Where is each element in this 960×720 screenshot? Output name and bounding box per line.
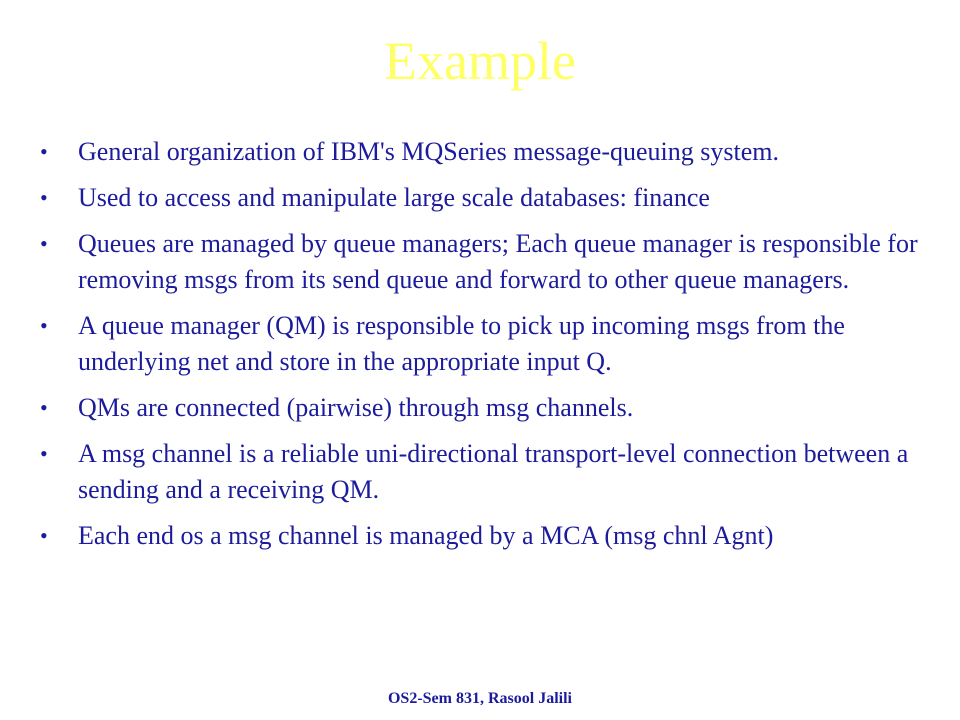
bullet-item [40, 308, 940, 380]
bullet-dot-icon: • [40, 441, 48, 466]
bullet-text: QMs are connected (pairwise) through msg channels. [78, 393, 634, 422]
bullet-item [40, 518, 940, 554]
slide-footer: OS2-Sem 831, Rasool Jalili [387, 690, 572, 707]
slide-title: Example [384, 31, 576, 91]
bullet-text: General organization of IBM's MQSeries message-queuing system. [78, 137, 779, 166]
bullet-text: Queues are managed by queue managers; Each queue manager is responsible for removing msgs from its send queue and forward to other queue managers. [78, 229, 918, 294]
bullet-text: Each end os a msg channel is managed by a MCA (msg chnl Agnt) [78, 521, 774, 550]
bullet-item [40, 436, 940, 508]
bullet-dot-icon: • [40, 185, 48, 210]
bullet-text: A msg channel is a reliable uni-directional transport-level connection between a sending and a receiving QM. [78, 439, 909, 504]
bullet-dot-icon: • [40, 523, 48, 548]
bullet-item [40, 134, 940, 170]
bullet-item [40, 180, 940, 216]
bullet-item [40, 390, 940, 426]
bullet-list [40, 134, 940, 564]
bullet-text: A queue manager (QM) is responsible to pick up incoming msgs from the underlying net and store in the appropriate input Q. [78, 311, 845, 376]
bullet-text: Used to access and manipulate large scale databases: finance [78, 183, 710, 212]
bullet-dot-icon: • [40, 139, 48, 164]
bullet-item [40, 226, 940, 298]
bullet-dot-icon: • [40, 231, 48, 256]
bullet-dot-icon: • [40, 313, 48, 338]
bullet-dot-icon: • [40, 395, 48, 420]
